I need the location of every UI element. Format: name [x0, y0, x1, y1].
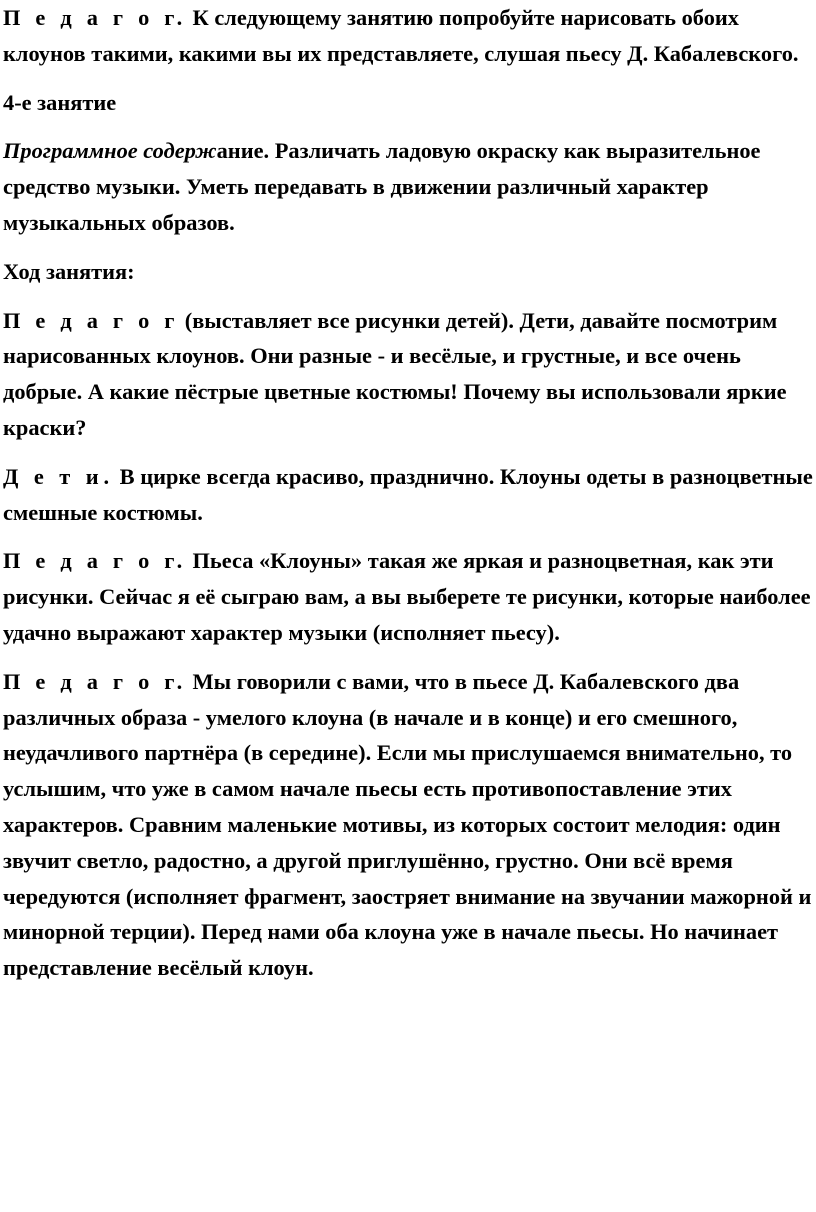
paragraph-text: (выставляет все рисунки детей). Дети, давайте посмотрим нарисованных клоунов. Они разные - и весёлые, и грустные, и все очень добрые. А какие пёстрые цветные костюмы! Почему вы использовали яркие краски? [3, 307, 787, 440]
lesson-heading-text: 4-е занятие [3, 89, 117, 115]
lesson-flow-heading [3, 254, 816, 290]
lesson-heading [3, 85, 816, 121]
paragraph-teacher-drawings [3, 303, 816, 446]
paragraph-children-answer [3, 459, 816, 531]
speaker-teacher: П е д а г о г. [3, 668, 187, 694]
lesson-flow-heading-text: Ход занятия: [3, 258, 135, 284]
paragraph-text: К следующему занятию попробуйте нарисовать обоих клоунов такими, какими вы их представляете, слушая пьесу Д. Кабалевского. [3, 5, 799, 66]
paragraph-text: Пьеса «Клоуны» такая же яркая и разноцветная, как эти рисунки. Сейчас я её сыграю вам, а вы выберете те рисунки, которые наиболее удачно выражают характер музыки (исполняет пьесу). [3, 548, 811, 645]
paragraph-text: ание. Различать ладовую окраску как выразительное средство музыки. Уметь передавать в движении различный характер музыкальных образов. [3, 138, 761, 235]
document-page [3, 0, 816, 999]
paragraph-homework [3, 0, 816, 72]
program-content-label: Программное содерж [3, 138, 217, 164]
paragraph-teacher-analysis [3, 664, 816, 986]
speaker-teacher: П е д а г о г [3, 307, 180, 333]
paragraph-teacher-play [3, 543, 816, 650]
speaker-teacher: П е д а г о г. [3, 548, 187, 574]
speaker-teacher: П е д а г о г. [3, 5, 187, 30]
paragraph-program-content [3, 133, 816, 240]
speaker-children: Д е т и. [3, 463, 115, 489]
paragraph-text: В цирке всегда красиво, празднично. Клоуны одеты в разноцветные смешные костюмы. [3, 463, 813, 525]
paragraph-text: Мы говорили с вами, что в пьесе Д. Кабалевского два различных образа - умелого клоуна (в начале и в конце) и его смешного, неудачливого партнёра (в середине). Если мы прислушаемся внимательно, то услышим, что уже в самом начале пьесы есть противопоставление этих характеров. Сравним маленькие мотивы, из которых состоит мелодия: один звучит светло, радостно, а другой приглушённо, грустно. Они всё время чередуются (исполняет фрагмент, заостряет внимание на звучании мажорной и минорной терции). Перед нами оба клоуна уже в начале пьесы. Но начинает представление весёлый клоун. [3, 668, 812, 981]
